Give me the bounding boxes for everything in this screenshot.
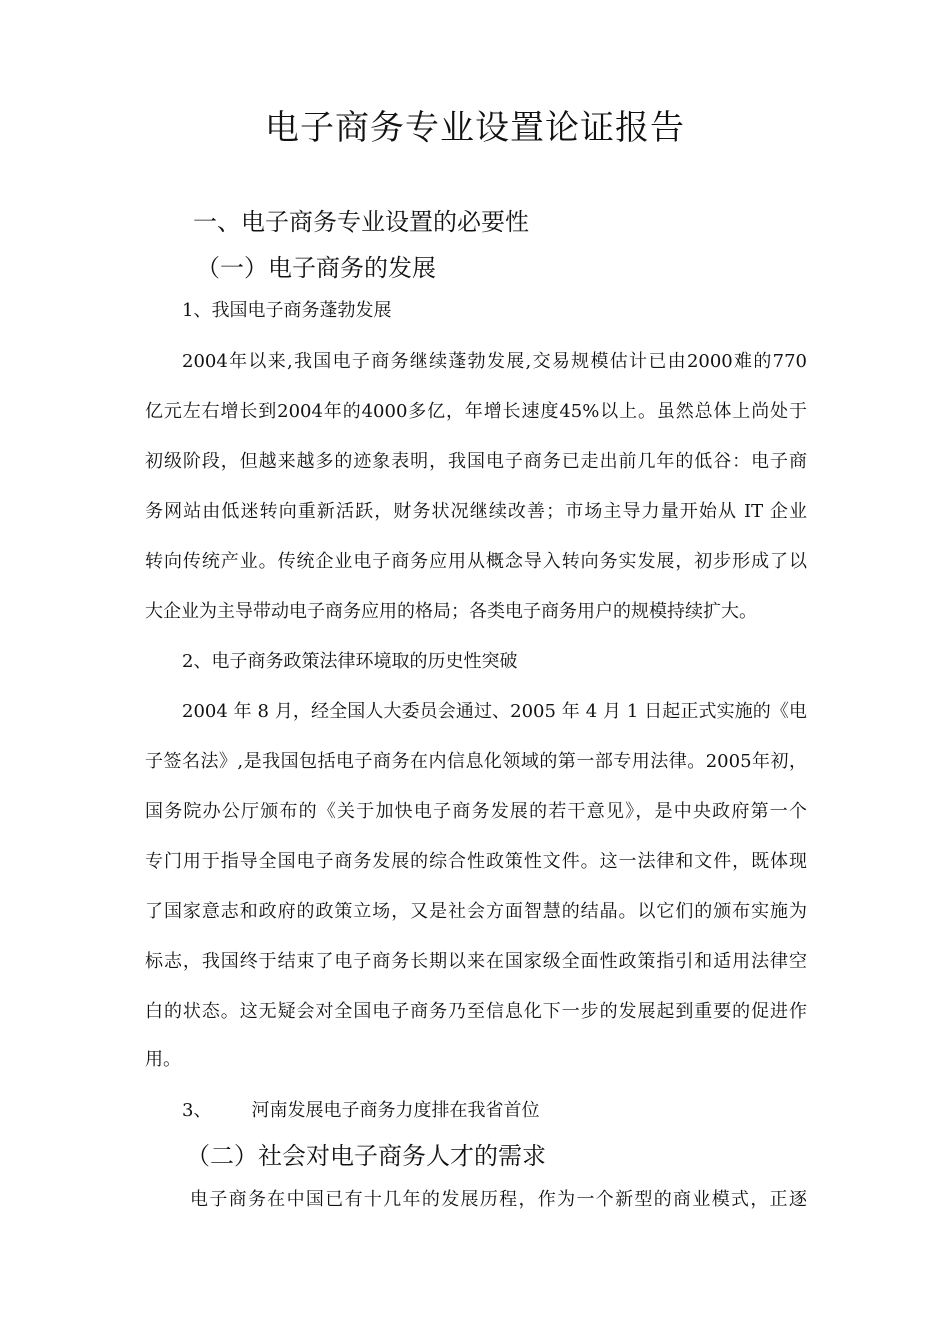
item-heading xyxy=(182,1096,539,1122)
item-heading: 1、我国电子商务蓬勃发展 xyxy=(182,300,392,321)
paragraph-line: 转向传统产业。传统企业电子商务应用从概念导入转向务实发展，初步形成了以 xyxy=(145,551,807,572)
document-title: 电子商务专业设置论证报告 xyxy=(265,108,685,148)
paragraph-line: 白的状态。这无疑会对全国电子商务乃至信息化下一步的发展起到重要的促进作 xyxy=(145,1001,807,1022)
paragraph-line: 国务院办公厅颁布的《关于加快电子商务发展的若干意见》，是中央政府第一个 xyxy=(145,801,807,822)
paragraph-line: 了国家意志和政府的政策立场，又是社会方面智慧的结晶。以它们的颁布实施为 xyxy=(145,901,807,922)
paragraph-line: 用。 xyxy=(145,1049,181,1070)
section-heading: 一、电子商务专业设置的必要性 xyxy=(193,208,529,236)
paragraph-line: 2004 年 8 月，经全国人大委员会通过、2005 年 4 月 1 日起正式实施的《电 xyxy=(182,701,807,722)
paragraph-line: 初级阶段，但越来越多的迹象表明，我国电子商务已走出前几年的低谷：电子商 xyxy=(145,451,807,472)
paragraph-line: 亿元左右增长到2004年的4000多亿，年增长速度45%以上。虽然总体上尚处于 xyxy=(145,401,807,422)
item-text: 河南发展电子商务力度排在我省首位 xyxy=(251,1100,540,1121)
paragraph-line: 专门用于指导全国电子商务发展的综合性政策性文件。这一法律和文件，既体现 xyxy=(145,851,807,872)
item-number: 3、 xyxy=(182,1100,212,1121)
paragraph-line: 大企业为主导带动电子商务应用的格局；各类电子商务用户的规模持续扩大。 xyxy=(145,601,757,622)
subsection-heading: （一）电子商务的发展 xyxy=(196,254,436,282)
paragraph-line: 2004年以来,我国电子商务继续蓬勃发展,交易规模估计已由2000难的770 xyxy=(182,351,807,372)
item-heading: 2、电子商务政策法律环境取的历史性突破 xyxy=(182,651,518,672)
paragraph-line: 务网站由低迷转向重新活跃，财务状况继续改善；市场主导力量开始从 IT 企业 xyxy=(145,501,807,522)
paragraph-line: 子签名法》,是我国包括电子商务在内信息化领域的第一部专用法律。2005年初， xyxy=(145,751,807,772)
paragraph-line: 电子商务在中国已有十几年的发展历程，作为一个新型的商业模式，正逐 xyxy=(190,1189,807,1210)
subsection-heading: （二）社会对电子商务人才的需求 xyxy=(186,1142,546,1170)
paragraph-line: 标志，我国终于结束了电子商务长期以来在国家级全面性政策指引和适用法律空 xyxy=(145,951,807,972)
